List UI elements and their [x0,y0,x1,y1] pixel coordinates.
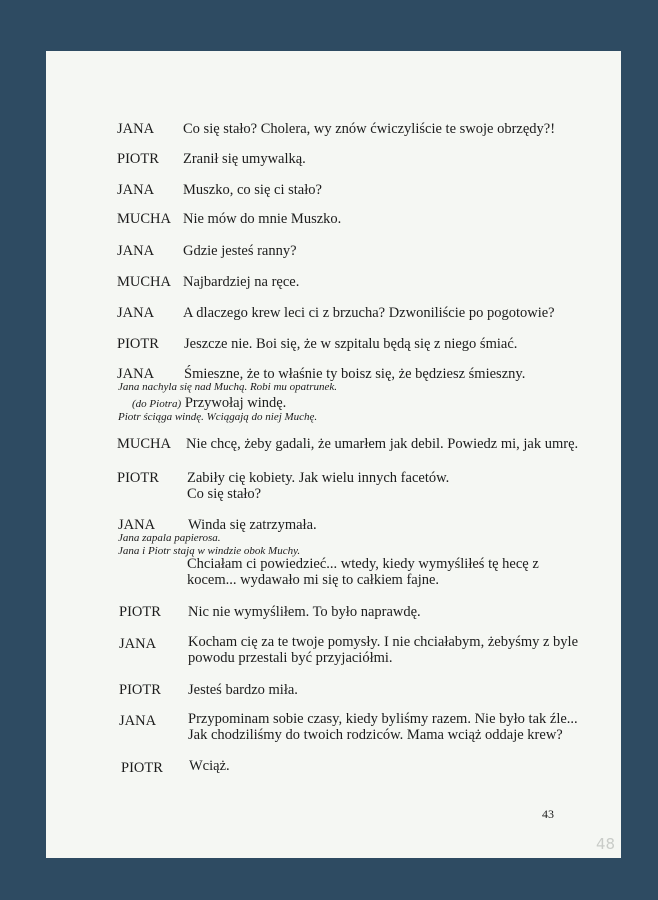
speaker-name: JANA [117,243,155,259]
dialogue-line: Kocham cię za te twoje pomysły. I nie chciałabym, żebyśmy z byle [188,634,579,650]
handwritten-page-mark: 48 [596,835,616,853]
dialogue-line: A dlaczego krew leci ci z brzucha? Dzwoniliście po pogotowie? [183,305,555,321]
dialogue-line: Muszko, co się ci stało? [183,182,322,198]
dialogue-line: Najbardziej na ręce. [183,274,300,290]
dialogue-with-parenthetical [132,395,286,412]
speaker-name: PIOTR [119,604,161,620]
dialogue-line: Nie mów do mnie Muszko. [183,211,342,227]
speaker-name: MUCHA [117,436,171,452]
speaker-name: PIOTR [117,470,159,486]
dialogue-line: Gdzie jesteś ranny? [183,243,297,259]
stage-direction: Jana i Piotr stają w windzie obok Muchy. [118,545,301,557]
dialogue-line: Jesteś bardzo miła. [188,682,298,698]
speaker-name: JANA [118,517,156,533]
dialogue-line: Zabiły cię kobiety. Jak wielu innych facetów. [187,470,450,486]
dialogue-line: Winda się zatrzymała. [188,517,317,533]
speaker-name: PIOTR [119,682,161,698]
dialogue-line: Śmieszne, że to właśnie ty boisz się, że będziesz śmieszny. [184,366,526,382]
dialogue-line: Co się stało? Cholera, wy znów ćwiczyliście te swoje obrzędy?! [183,121,556,137]
dialogue-line: Przywołaj windę. [184,395,287,411]
stage-direction: Jana zapala papierosa. [118,532,221,544]
speaker-name: PIOTR [121,760,163,776]
speaker-name: PIOTR [117,151,159,167]
dialogue-line: Nic nie wymyśliłem. To było naprawdę. [188,604,421,620]
script-page [46,51,621,858]
dialogue-line: powodu przestali być przyjaciółmi. [188,650,393,666]
dialogue-line: Wciąż. [189,758,230,774]
stage-direction: Jana nachyla się nad Muchą. Robi mu opatrunek. [118,381,338,393]
speaker-name: JANA [117,182,155,198]
speaker-name: JANA [117,121,155,137]
speaker-name: PIOTR [117,336,159,352]
dialogue-line: Nie chcę, żeby gadali, że umarłem jak debil. Powiedz mi, jak umrę. [186,436,579,452]
dialogue-line: Chciałam ci powiedzieć... wtedy, kiedy wymyśliłeś tę hecę z [187,556,539,572]
speaker-name: MUCHA [117,274,171,290]
speaker-name: JANA [117,305,155,321]
dialogue-line: Co się stało? [187,486,262,502]
dialogue-line: Przypominam sobie czasy, kiedy byliśmy razem. Nie było tak źle... [188,711,578,727]
dialogue-line: Zranił się umywalką. [183,151,306,167]
speaker-name: JANA [119,713,157,729]
speaker-name: MUCHA [117,211,171,227]
dialogue-line: Jak chodziliśmy do twoich rodziców. Mama wciąż oddaje krew? [188,727,563,743]
speaker-name: JANA [119,636,157,652]
stage-direction: Piotr ściąga windę. Wciągają do niej Muchę. [118,411,318,423]
page-number: 43 [542,807,554,821]
speaker-name: JANA [117,366,155,382]
dialogue-line: Jeszcze nie. Boi się, że w szpitalu będą się z niego śmiać. [184,336,518,352]
parenthetical: (do Piotra) [132,398,182,410]
dialogue-line: kocem... wydawało mi się to całkiem fajne. [187,572,440,588]
